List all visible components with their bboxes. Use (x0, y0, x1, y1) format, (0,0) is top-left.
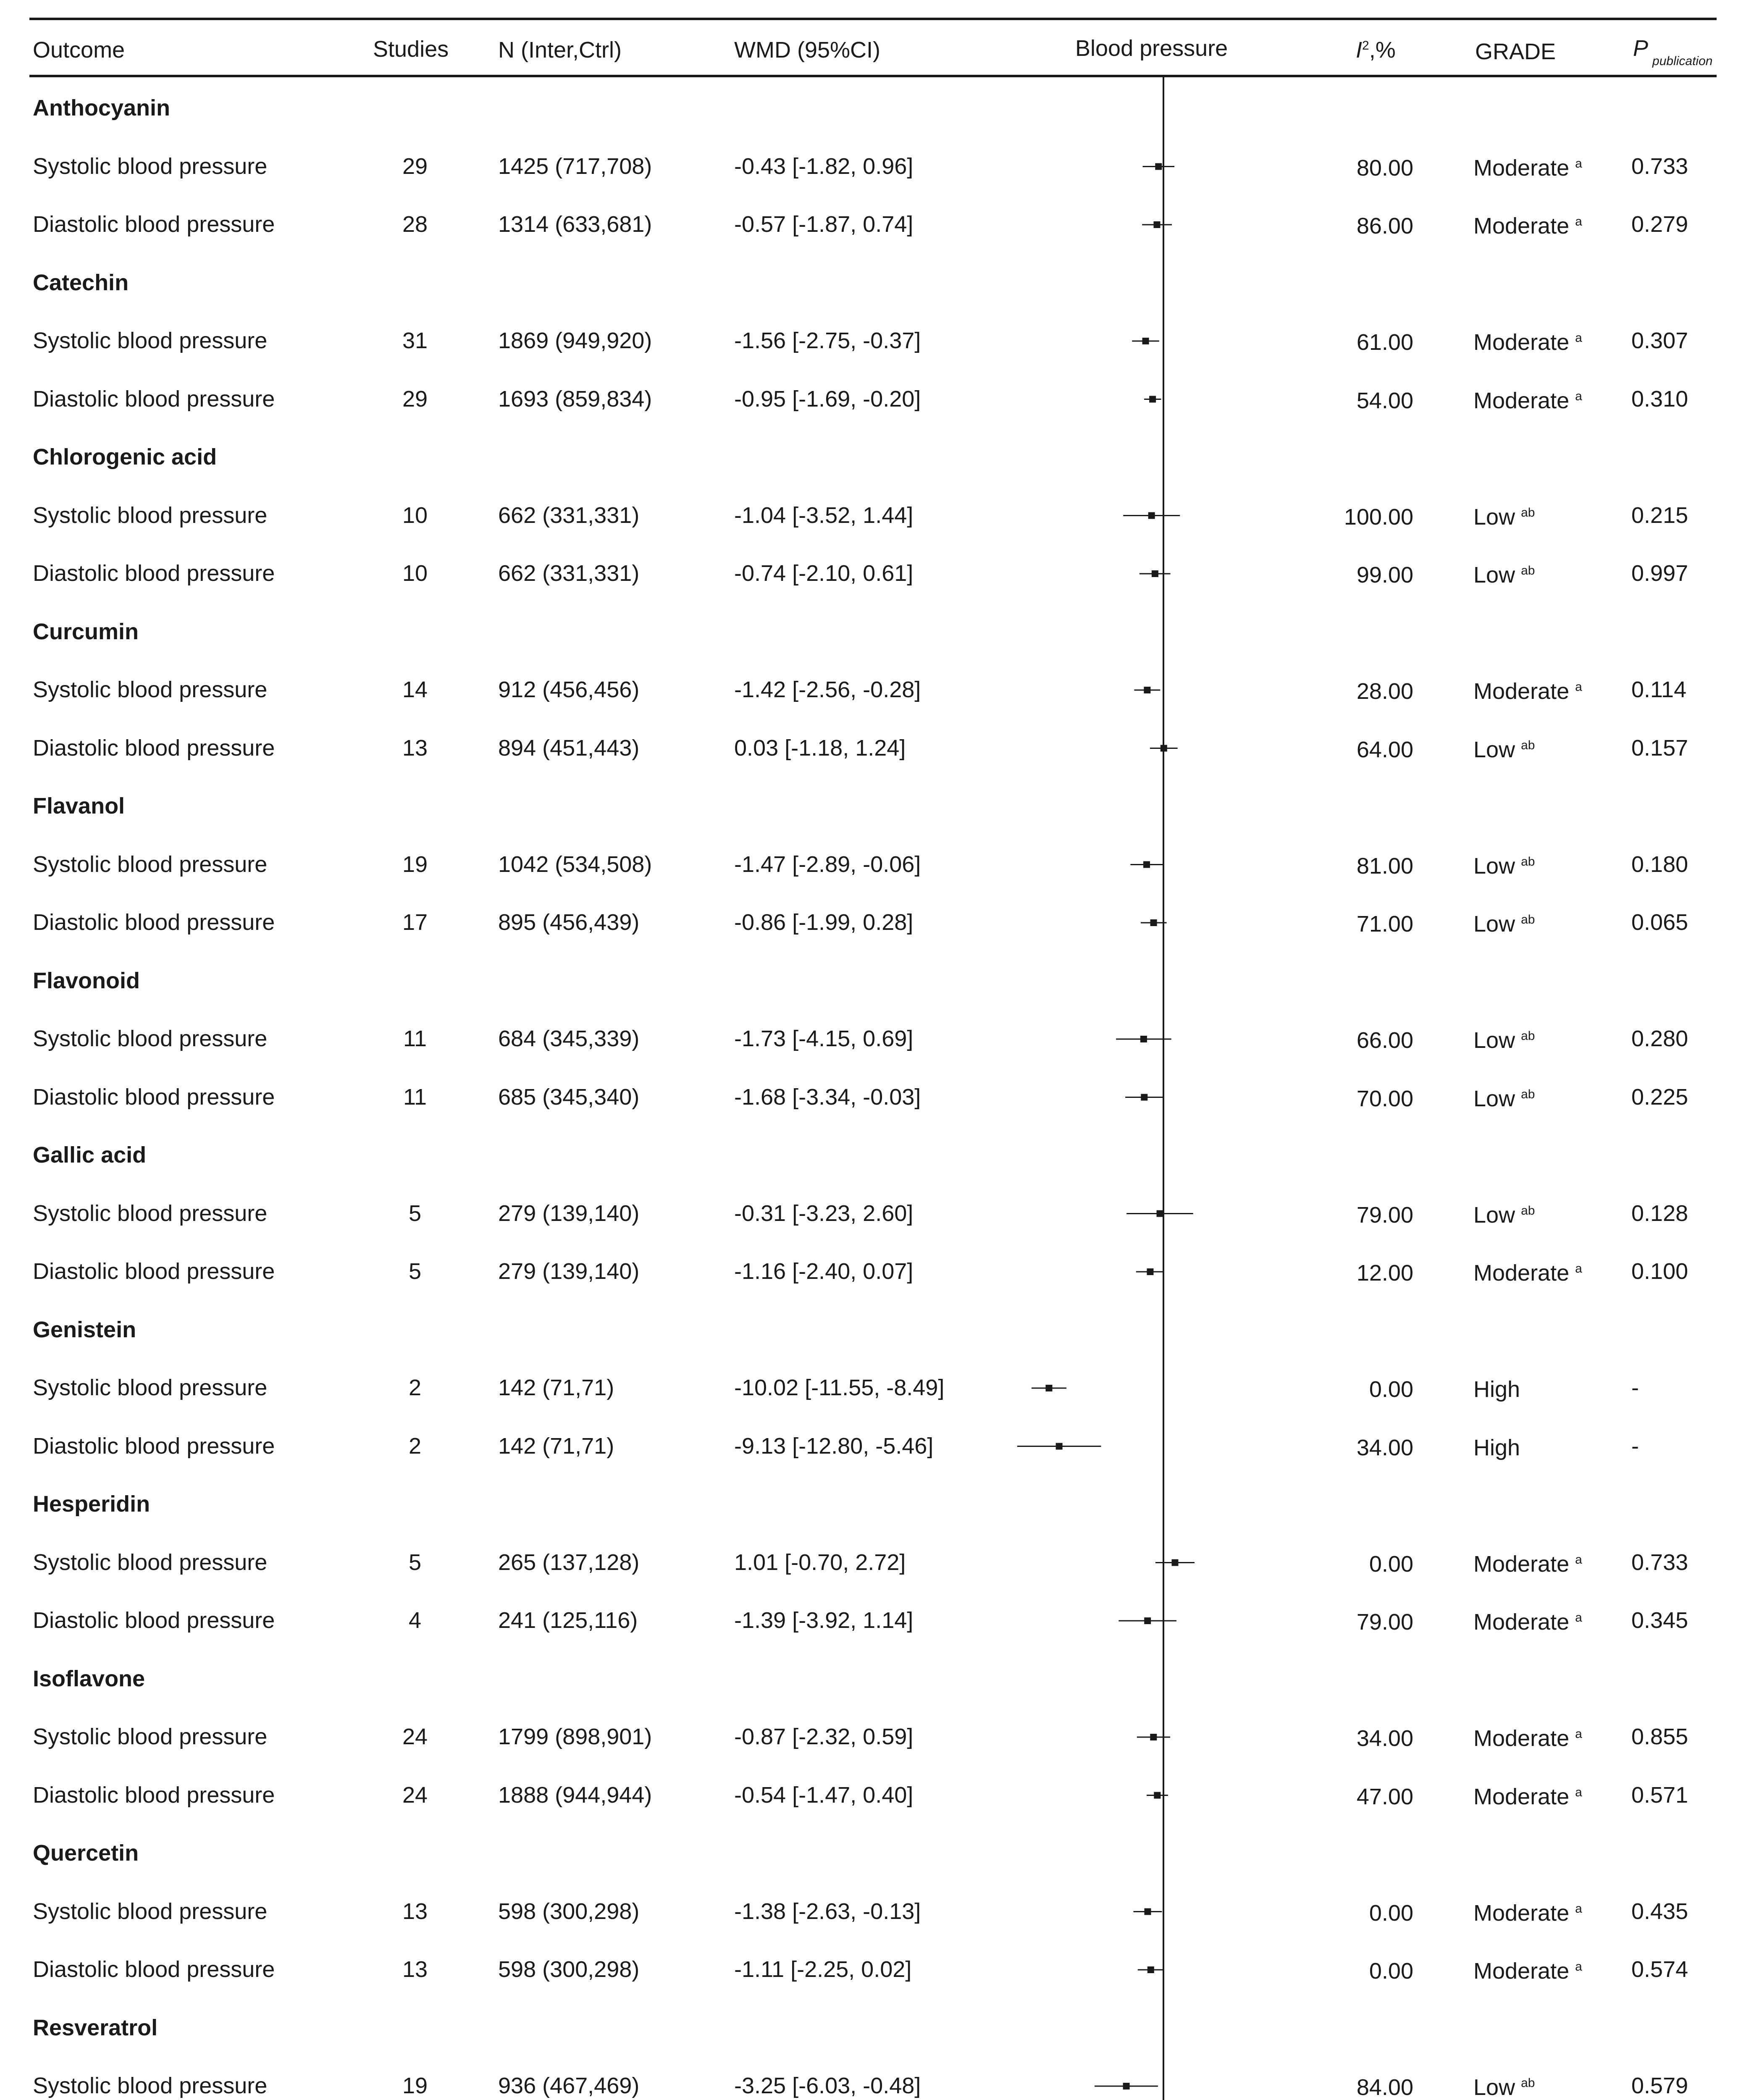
outcome-cell: Systolic blood pressure (33, 502, 268, 528)
header-p-letter: P (1633, 36, 1649, 61)
point-estimate-marker (1148, 512, 1155, 519)
grade-cell (1473, 157, 1582, 179)
grade-footnote: a (1575, 1727, 1582, 1741)
grade-cell (1473, 215, 1582, 237)
top-rule (29, 18, 1717, 20)
grade-label: Moderate (1473, 1784, 1570, 1809)
i2-cell: 84.00 (1356, 2075, 1413, 2100)
studies-cell: 24 (402, 1782, 428, 1808)
grade-label: Low (1473, 911, 1515, 937)
outcome-cell: Systolic blood pressure (33, 2073, 268, 2098)
grade-cell (1473, 680, 1582, 703)
grade-label: Moderate (1473, 679, 1570, 704)
p-publication-cell: 0.579 (1631, 2073, 1688, 2098)
grade-footnote: a (1575, 1960, 1582, 1974)
n-cell: 1042 (534,508) (498, 851, 652, 877)
header-i2 (1356, 39, 1396, 61)
n-cell: 142 (71,71) (498, 1375, 614, 1400)
grade-footnote: ab (1521, 1203, 1535, 1218)
studies-cell: 10 (402, 561, 428, 586)
i2-cell: 71.00 (1356, 911, 1413, 937)
grade-label: Low (1473, 1028, 1515, 1053)
header-i2-superscript: 2 (1362, 39, 1369, 52)
grade-cell (1473, 331, 1582, 354)
point-estimate-marker (1056, 1443, 1063, 1450)
outcome-cell: Diastolic blood pressure (33, 1084, 275, 1110)
grade-footnote: a (1575, 680, 1582, 694)
grade-label: Moderate (1473, 1726, 1570, 1751)
header-wmd: WMD (95%CI) (734, 37, 880, 63)
outcome-cell: Diastolic blood pressure (33, 1608, 275, 1633)
studies-cell: 19 (402, 851, 428, 877)
grade-footnote: ab (1521, 738, 1535, 752)
point-estimate-marker (1143, 861, 1150, 868)
grade-footnote: ab (1521, 913, 1535, 927)
grade-cell (1473, 1727, 1582, 1750)
point-estimate-marker (1152, 570, 1158, 577)
grade-cell (1473, 1087, 1535, 1110)
wmd-cell: -0.74 [-2.10, 0.61] (734, 561, 914, 586)
grade-label: Moderate (1473, 213, 1570, 239)
point-estimate-marker (1123, 2083, 1130, 2090)
n-cell: 895 (456,439) (498, 910, 640, 935)
outcome-cell: Diastolic blood pressure (33, 910, 275, 935)
n-cell: 1888 (944,944) (498, 1782, 652, 1808)
outcome-cell: Systolic blood pressure (33, 1898, 268, 1924)
grade-footnote: a (1575, 1262, 1582, 1276)
p-publication-cell: 0.733 (1631, 1549, 1688, 1575)
n-cell: 662 (331,331) (498, 561, 640, 586)
wmd-cell: -0.31 [-3.23, 2.60] (734, 1200, 914, 1226)
grade-cell (1473, 913, 1535, 935)
grade-cell (1473, 564, 1535, 586)
i2-cell: 64.00 (1356, 737, 1413, 762)
i2-cell: 79.00 (1356, 1609, 1413, 1635)
n-cell: 1869 (949,920) (498, 328, 652, 353)
grade-label: Low (1473, 1202, 1515, 1228)
outcome-cell: Systolic blood pressure (33, 677, 268, 702)
wmd-cell: -1.68 [-3.34, -0.03] (734, 1084, 921, 1110)
grade-cell (1473, 1785, 1582, 1808)
header-p (1633, 36, 1713, 68)
grade-footnote: ab (1521, 854, 1535, 869)
grade-footnote: ab (1521, 505, 1535, 520)
outcome-cell: Systolic blood pressure (33, 1200, 268, 1226)
grade-label: Moderate (1473, 1609, 1570, 1635)
i2-cell: 79.00 (1356, 1202, 1413, 1228)
header-i2-letter: I (1356, 37, 1363, 63)
header-rule (29, 75, 1717, 77)
studies-cell: 11 (403, 1084, 427, 1110)
n-cell: 894 (451,443) (498, 735, 640, 761)
outcome-cell: Systolic blood pressure (33, 1026, 268, 1051)
i2-cell: 99.00 (1356, 562, 1413, 588)
n-cell: 279 (139,140) (498, 1200, 640, 1226)
point-estimate-marker (1149, 396, 1156, 403)
i2-cell: 34.00 (1356, 1435, 1413, 1460)
p-publication-cell: - (1631, 1433, 1639, 1459)
point-estimate-marker (1154, 1792, 1160, 1799)
group-label: Flavanol (33, 793, 125, 819)
point-estimate-marker (1155, 163, 1162, 170)
n-cell: 265 (137,128) (498, 1549, 640, 1575)
p-publication-cell: 0.307 (1631, 328, 1688, 353)
grade-label: Low (1473, 504, 1515, 530)
i2-cell: 86.00 (1356, 213, 1413, 239)
point-estimate-marker (1147, 1268, 1153, 1275)
studies-cell: 13 (402, 735, 428, 761)
point-estimate-marker (1141, 1094, 1147, 1101)
studies-cell: 28 (402, 212, 428, 237)
wmd-cell: -0.43 [-1.82, 0.96] (734, 153, 914, 179)
wmd-cell: -1.39 [-3.92, 1.14] (734, 1608, 914, 1633)
grade-label: Moderate (1473, 1260, 1570, 1286)
studies-cell: 31 (402, 328, 428, 353)
p-publication-cell: 0.065 (1631, 910, 1688, 935)
grade-cell (1473, 1436, 1526, 1459)
p-publication-cell: 0.100 (1631, 1259, 1688, 1284)
n-cell: 279 (139,140) (498, 1259, 640, 1284)
grade-footnote: ab (1521, 1087, 1535, 1101)
wmd-cell: -10.02 [-11.55, -8.49] (734, 1375, 945, 1400)
grade-footnote: ab (1521, 564, 1535, 578)
p-publication-cell: 0.225 (1631, 1084, 1688, 1110)
n-cell: 1314 (633,681) (498, 212, 652, 237)
point-estimate-marker (1140, 1036, 1147, 1042)
i2-cell: 0.00 (1369, 1958, 1413, 1984)
outcome-cell: Diastolic blood pressure (33, 1782, 275, 1808)
grade-cell (1473, 389, 1582, 412)
wmd-cell: -1.42 [-2.56, -0.28] (734, 677, 921, 702)
wmd-cell: -1.16 [-2.40, 0.07] (734, 1259, 914, 1284)
p-publication-cell: 0.571 (1631, 1782, 1688, 1808)
grade-cell (1473, 506, 1535, 528)
wmd-cell: -1.56 [-2.75, -0.37] (734, 328, 921, 353)
wmd-cell: -0.57 [-1.87, 0.74] (734, 212, 914, 237)
i2-cell: 100.00 (1344, 504, 1413, 530)
n-cell: 241 (125,116) (498, 1608, 638, 1633)
i2-cell: 70.00 (1356, 1086, 1413, 1111)
i2-cell: 66.00 (1356, 1028, 1413, 1053)
outcome-cell: Systolic blood pressure (33, 1724, 268, 1749)
grade-cell (1473, 738, 1535, 761)
grade-cell (1473, 1960, 1582, 1982)
grade-cell (1473, 855, 1535, 877)
group-label: Gallic acid (33, 1142, 147, 1168)
p-publication-cell: - (1631, 1375, 1639, 1400)
outcome-cell: Diastolic blood pressure (33, 735, 275, 761)
point-estimate-marker (1157, 1210, 1163, 1217)
studies-cell: 17 (402, 910, 428, 935)
grade-label: Low (1473, 562, 1515, 588)
p-publication-cell: 0.574 (1631, 1957, 1688, 1982)
header-i2-percent: ,% (1369, 37, 1396, 63)
studies-cell: 19 (402, 2073, 428, 2098)
i2-cell: 0.00 (1369, 1377, 1413, 1402)
grade-cell (1473, 1262, 1582, 1284)
point-estimate-marker (1144, 1908, 1151, 1915)
wmd-cell: -1.38 [-2.63, -0.13] (734, 1898, 921, 1924)
header-n: N (Inter,Ctrl) (498, 37, 622, 63)
point-estimate-marker (1045, 1385, 1052, 1391)
grade-label: Moderate (1473, 1958, 1570, 1984)
p-publication-cell: 0.180 (1631, 851, 1688, 877)
i2-cell: 28.00 (1356, 679, 1413, 704)
outcome-cell: Diastolic blood pressure (33, 1957, 275, 1982)
n-cell: 662 (331,331) (498, 502, 640, 528)
wmd-cell: -1.73 [-4.15, 0.69] (734, 1026, 914, 1051)
p-publication-cell: 0.279 (1631, 212, 1688, 237)
studies-cell: 29 (402, 153, 428, 179)
wmd-cell: -1.04 [-3.52, 1.44] (734, 502, 914, 528)
studies-cell: 4 (408, 1608, 422, 1633)
outcome-cell: Diastolic blood pressure (33, 1259, 275, 1284)
p-publication-cell: 0.215 (1631, 502, 1688, 528)
n-cell: 1693 (859,834) (498, 386, 652, 412)
studies-cell: 2 (408, 1375, 422, 1400)
outcome-cell: Systolic blood pressure (33, 1375, 268, 1400)
i2-cell: 61.00 (1356, 330, 1413, 355)
grade-footnote: a (1575, 1611, 1582, 1625)
point-estimate-marker (1171, 1559, 1178, 1566)
grade-footnote: ab (1521, 2076, 1535, 2090)
point-estimate-marker (1153, 221, 1160, 228)
wmd-cell: 0.03 [-1.18, 1.24] (734, 735, 906, 761)
wmd-cell: -0.87 [-2.32, 0.59] (734, 1724, 914, 1749)
i2-cell: 81.00 (1356, 853, 1413, 879)
grade-label: Moderate (1473, 155, 1570, 181)
header-blood-pressure: Blood pressure (1075, 36, 1228, 61)
header-grade: GRADE (1475, 39, 1556, 64)
outcome-cell: Diastolic blood pressure (33, 386, 275, 412)
grade-label: High (1473, 1435, 1520, 1460)
outcome-cell: Diastolic blood pressure (33, 561, 275, 586)
grade-footnote: a (1575, 331, 1582, 345)
grade-label: Moderate (1473, 1551, 1570, 1577)
n-cell: 684 (345,339) (498, 1026, 640, 1051)
n-cell: 912 (456,456) (498, 677, 640, 702)
studies-cell: 10 (402, 502, 428, 528)
studies-cell: 13 (402, 1898, 428, 1924)
grade-label: Low (1473, 737, 1515, 762)
p-publication-cell: 0.128 (1631, 1200, 1688, 1226)
group-label: Quercetin (33, 1840, 139, 1866)
n-cell: 1799 (898,901) (498, 1724, 652, 1749)
p-publication-cell: 0.157 (1631, 735, 1688, 761)
p-publication-cell: 0.997 (1631, 561, 1688, 586)
grade-cell (1473, 1378, 1526, 1401)
point-estimate-marker (1147, 1966, 1154, 1973)
p-publication-cell: 0.733 (1631, 153, 1688, 179)
outcome-cell: Systolic blood pressure (33, 328, 268, 353)
n-cell: 598 (300,298) (498, 1898, 640, 1924)
studies-cell: 14 (402, 677, 428, 702)
wmd-cell: -3.25 [-6.03, -0.48] (734, 2073, 921, 2098)
grade-label: Moderate (1473, 388, 1570, 413)
grade-cell (1473, 1204, 1535, 1226)
group-label: Genistein (33, 1317, 137, 1342)
wmd-cell: -0.95 [-1.69, -0.20] (734, 386, 921, 412)
point-estimate-marker (1160, 745, 1167, 752)
group-label: Curcumin (33, 619, 139, 644)
p-publication-cell: 0.114 (1631, 677, 1687, 702)
grade-label: Low (1473, 1086, 1515, 1111)
n-cell: 685 (345,340) (498, 1084, 640, 1110)
grade-footnote: a (1575, 156, 1582, 171)
grade-label: Low (1473, 2075, 1515, 2100)
grade-cell (1473, 2076, 1535, 2099)
studies-cell: 24 (402, 1724, 428, 1749)
grade-cell (1473, 1029, 1535, 1052)
i2-cell: 80.00 (1356, 155, 1413, 181)
p-publication-cell: 0.855 (1631, 1724, 1688, 1749)
wmd-cell: -0.86 [-1.99, 0.28] (734, 910, 914, 935)
group-label: Isoflavone (33, 1666, 145, 1691)
wmd-cell: 1.01 [-0.70, 2.72] (734, 1549, 906, 1575)
i2-cell: 34.00 (1356, 1726, 1413, 1751)
point-estimate-marker (1144, 1617, 1151, 1624)
studies-cell: 29 (402, 386, 428, 412)
grade-footnote: a (1575, 1785, 1582, 1799)
grade-footnote: a (1575, 389, 1582, 403)
i2-cell: 0.00 (1369, 1551, 1413, 1577)
outcome-cell: Diastolic blood pressure (33, 212, 275, 237)
wmd-cell: -1.11 [-2.25, 0.02] (734, 1957, 912, 1982)
outcome-cell: Systolic blood pressure (33, 851, 268, 877)
studies-cell: 13 (402, 1957, 428, 1982)
group-label: Chlorogenic acid (33, 444, 217, 470)
point-estimate-marker (1150, 1734, 1157, 1740)
studies-cell: 5 (408, 1549, 422, 1575)
grade-label: Moderate (1473, 1900, 1570, 1926)
n-cell: 598 (300,298) (498, 1957, 640, 1982)
grade-label: High (1473, 1377, 1520, 1402)
p-publication-cell: 0.345 (1631, 1608, 1688, 1633)
group-label: Flavonoid (33, 968, 140, 993)
studies-cell: 5 (408, 1259, 422, 1284)
p-publication-cell: 0.435 (1631, 1898, 1688, 1924)
grade-cell (1473, 1902, 1582, 1924)
wmd-cell: -9.13 [-12.80, -5.46] (734, 1433, 934, 1459)
grade-footnote: a (1575, 1552, 1582, 1567)
i2-cell: 54.00 (1356, 388, 1413, 413)
outcome-cell: Diastolic blood pressure (33, 1433, 275, 1459)
studies-cell: 2 (408, 1433, 422, 1459)
n-cell: 936 (467,469) (498, 2073, 640, 2098)
group-label: Hesperidin (33, 1491, 150, 1517)
wmd-cell: -1.47 [-2.89, -0.06] (734, 851, 921, 877)
grade-label: Low (1473, 853, 1515, 879)
i2-cell: 12.00 (1356, 1260, 1413, 1286)
header-studies: Studies (373, 37, 449, 62)
point-estimate-marker (1144, 687, 1150, 693)
grade-label: Moderate (1473, 330, 1570, 355)
n-cell: 1425 (717,708) (498, 153, 652, 179)
grade-cell (1473, 1553, 1582, 1575)
p-publication-cell: 0.310 (1631, 386, 1688, 412)
studies-cell: 11 (403, 1026, 427, 1051)
outcome-cell: Systolic blood pressure (33, 153, 268, 179)
studies-cell: 5 (408, 1200, 422, 1226)
grade-footnote: a (1575, 1901, 1582, 1916)
i2-cell: 0.00 (1369, 1900, 1413, 1926)
grade-footnote: a (1575, 215, 1582, 228)
header-p-subscript: publication (1652, 54, 1713, 68)
group-label: Resveratrol (33, 2015, 158, 2040)
i2-cell: 47.00 (1356, 1784, 1413, 1809)
n-cell: 142 (71,71) (498, 1433, 614, 1459)
point-estimate-marker (1150, 919, 1157, 926)
header-outcome: Outcome (33, 37, 125, 63)
group-label: Catechin (33, 270, 129, 295)
point-estimate-marker (1142, 338, 1149, 344)
group-label: Anthocyanin (33, 95, 171, 121)
grade-cell (1473, 1611, 1582, 1633)
grade-footnote: ab (1521, 1029, 1535, 1043)
p-publication-cell: 0.280 (1631, 1026, 1688, 1051)
wmd-cell: -0.54 [-1.47, 0.40] (734, 1782, 914, 1808)
outcome-cell: Systolic blood pressure (33, 1549, 268, 1575)
